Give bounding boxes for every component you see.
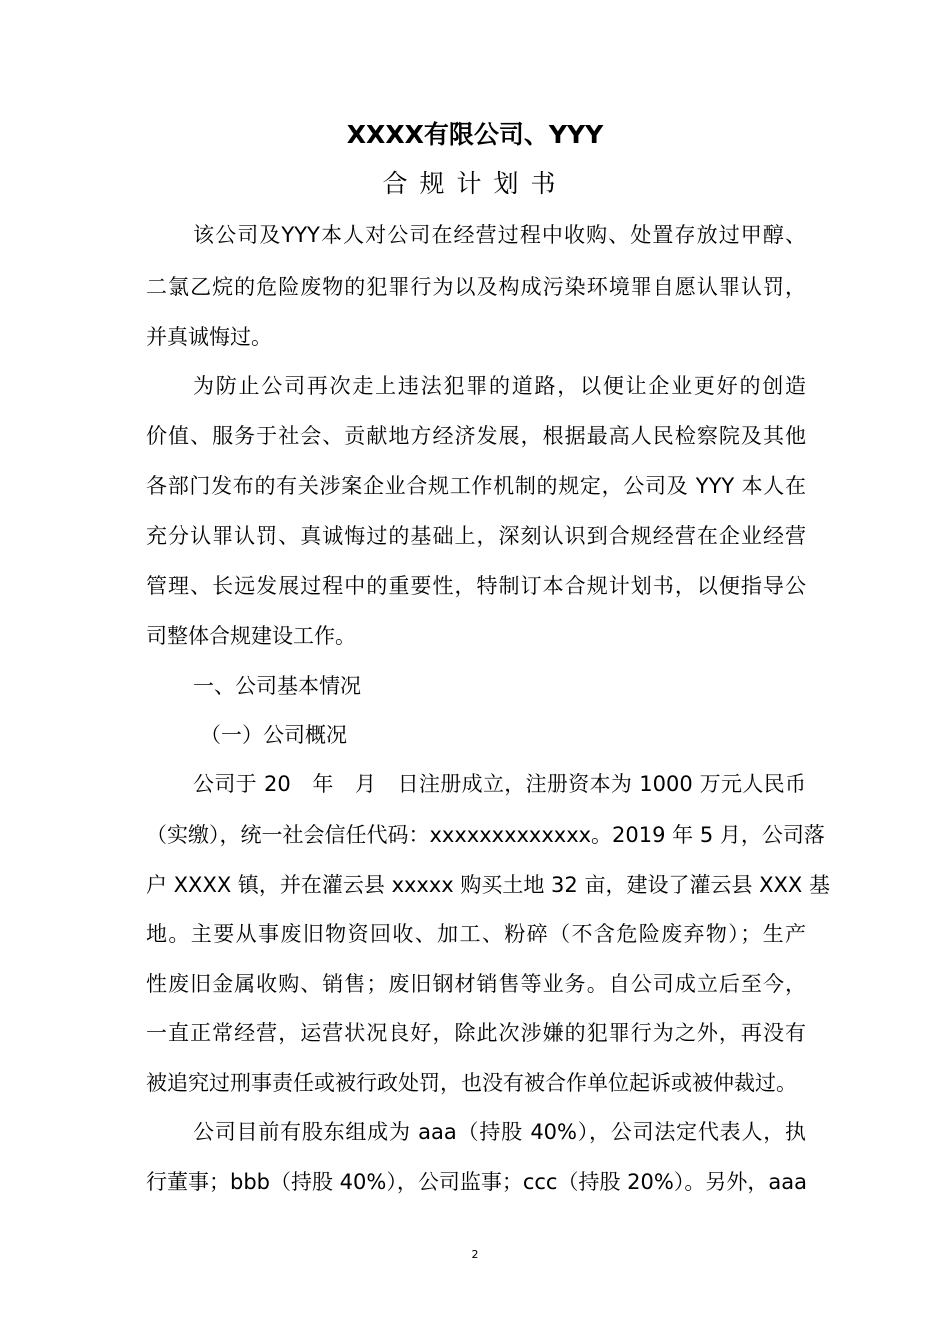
paragraph-line: 户 XXXX 镇，并在灌云县 xxxxx 购买土地 32 亩，建设了灌云县 XXX 基	[146, 873, 830, 897]
page-number: 2	[471, 1248, 479, 1261]
paragraph-line: 各部门发布的有关涉案企业合规工作机制的规定，公司及 YYY 本人在	[146, 474, 806, 498]
paragraph-line: 并真诚悔过。	[146, 325, 272, 349]
paragraph-line: 为防止公司再次走上违法犯罪的道路，以便让企业更好的创造	[193, 374, 806, 398]
paragraph-line: 管理、长远发展过程中的重要性，特制订本合规计划书，以便指导公	[146, 574, 806, 598]
paragraph-line: 被追究过刑事责任或被行政处罚，也没有被合作单位起诉或被仲裁过。	[146, 1071, 797, 1095]
paragraph-line: 公司于 20 年 月 日注册成立，注册资本为 1000 万元人民币	[193, 772, 806, 796]
section-heading: 一、公司基本情况	[193, 674, 361, 698]
paragraph-line: 司整体合规建设工作。	[146, 624, 356, 648]
paragraph-line: 一直正常经营，运营状况良好，除此次涉嫌的犯罪行为之外，再没有	[146, 1021, 806, 1045]
paragraph-line: 价值、服务于社会、贡献地方经济发展，根据最高人民检察院及其他	[146, 424, 806, 448]
paragraph-line: 地。主要从事废旧物资回收、加工、粉碎（不含危险废弃物）；生产	[146, 922, 806, 946]
document-subtitle: 合规计划书	[382, 169, 568, 198]
paragraph-line: 公司目前有股东组成为 aaa（持股 40%），公司法定代表人，执	[193, 1120, 806, 1144]
subsection-heading: （一）公司概况	[200, 723, 347, 747]
paragraph-line: （实缴），统一社会信任代码：xxxxxxxxxxxxx。2019 年 5 月，公司落	[146, 823, 825, 847]
paragraph-line: 二氯乙烷的危险废物的犯罪行为以及构成污染环境罪自愿认罪认罚，	[146, 275, 806, 299]
paragraph-line: 行董事；bbb（持股 40%），公司监事；ccc（持股 20%）。另外，aaa	[146, 1170, 807, 1194]
paragraph-line: 充分认罪认罚、真诚悔过的基础上，深刻认识到合规经营在企业经营	[146, 524, 806, 548]
paragraph-line: 性废旧金属收购、销售；废旧钢材销售等业务。自公司成立后至今，	[146, 972, 806, 996]
paragraph-line: 该公司及YYY本人对公司在经营过程中收购、处置存放过甲醇、	[193, 223, 806, 247]
document-title: XXXX有限公司、YYY	[346, 120, 604, 149]
